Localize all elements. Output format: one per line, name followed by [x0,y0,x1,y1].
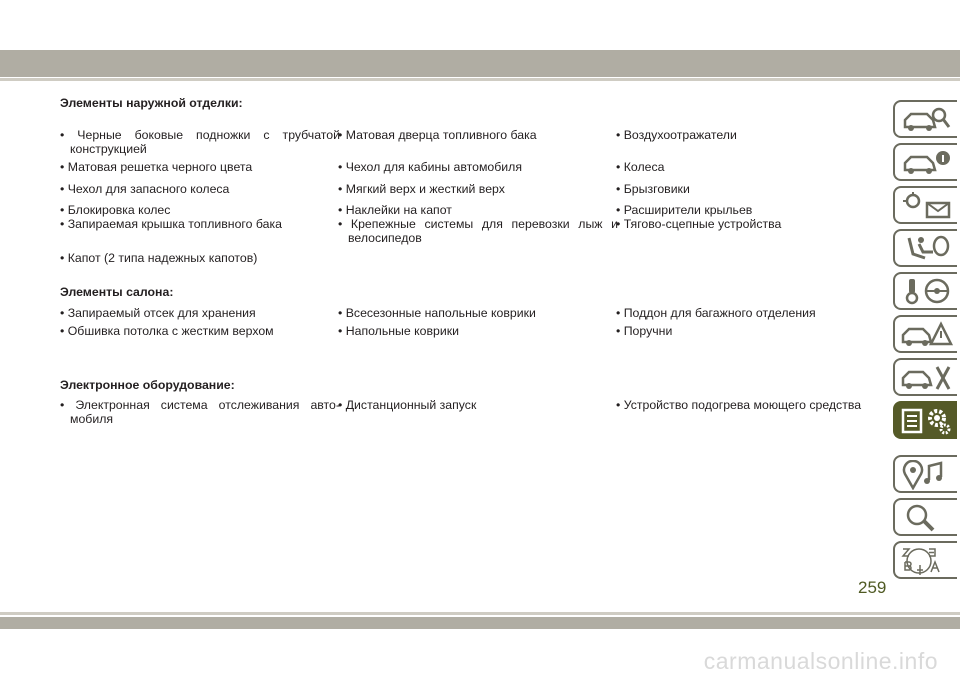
list-item: • Расширители крыльев [616,203,753,217]
list-item: • Матовая дверца топливного бака [338,128,537,142]
list-item: • Брызговики [616,182,690,196]
key-steering-wheel-icon [899,277,955,307]
tab-index-search[interactable] [893,498,957,536]
tab-seat-airbag[interactable] [893,229,957,267]
tab-alphabet-index[interactable] [893,541,957,579]
list-item: • Электронная система отслеживания авто-мобиля [60,398,340,426]
header-band [0,50,960,77]
list-item: • Чехол для запасного колеса [60,182,230,196]
list-item: • Чехол для кабины автомобиля [338,160,523,174]
page-number: 259 [858,578,887,597]
car-breakdown-warning-icon [899,320,955,350]
list-item: • Колеса [616,160,665,174]
list-item: • Матовая решетка черного цвета [60,160,253,174]
car-info-icon [899,148,955,178]
tab-car-info[interactable] [893,143,957,181]
list-item: • Воздухоотражатели [616,128,737,142]
tab-multimedia[interactable] [893,455,957,493]
list-item: • Мягкий верх и жесткий верх [338,182,505,196]
list-item: • Черные боковые подножки с трубчатой конструкцией [60,128,340,156]
list-item: • Запираемая крышка топливного бака [60,217,282,231]
seat-airbag-icon [899,234,955,264]
watermark: carmanualsonline.info [703,648,938,674]
list-item: • Всесезонные напольные коврики [338,306,536,320]
header-line [0,78,960,81]
tab-service[interactable] [893,358,957,396]
list-item: • Напольные коврики [338,324,459,338]
section-title-interior: Элементы салона: [60,285,174,299]
list-item: • Поддон для багажного отделения [616,306,816,320]
car-search-icon [899,105,955,135]
specifications-gear-icon [899,406,955,436]
footer-band [0,617,960,629]
tab-breakdown[interactable] [893,315,957,353]
index-search-icon [899,503,955,533]
list-item: • Крепежные системы для перевозки лыж и велосипедов [338,217,618,245]
tab-key-steering[interactable] [893,272,957,310]
footer-line [0,612,960,615]
tab-warning-lights[interactable] [893,186,957,224]
alphabet-index-icon [899,546,955,576]
list-item: • Обшивка потолка с жестким верхом [60,324,274,338]
list-item: • Устройство подогрева моющего средства [616,398,862,412]
list-item: • Запираемый отсек для хранения [60,306,256,320]
list-item: • Дистанционный запуск [338,398,477,412]
list-item: • Наклейки на капот [338,203,452,217]
list-item: • Тягово-сцепные устройства [616,217,782,231]
list-item: • Поручни [616,324,673,338]
list-item: • Капот (2 типа надежных капотов) [60,251,258,265]
list-item: • Блокировка колес [60,203,171,217]
warning-lights-message-icon [899,191,955,221]
tab-specifications[interactable] [893,401,957,439]
section-title-exterior: Элементы наружной отделки: [60,96,243,110]
car-service-tools-icon [899,363,955,393]
multimedia-navigation-icon [899,460,955,490]
section-title-electronics: Электронное оборудование: [60,378,235,392]
tab-car-search[interactable] [893,100,957,138]
